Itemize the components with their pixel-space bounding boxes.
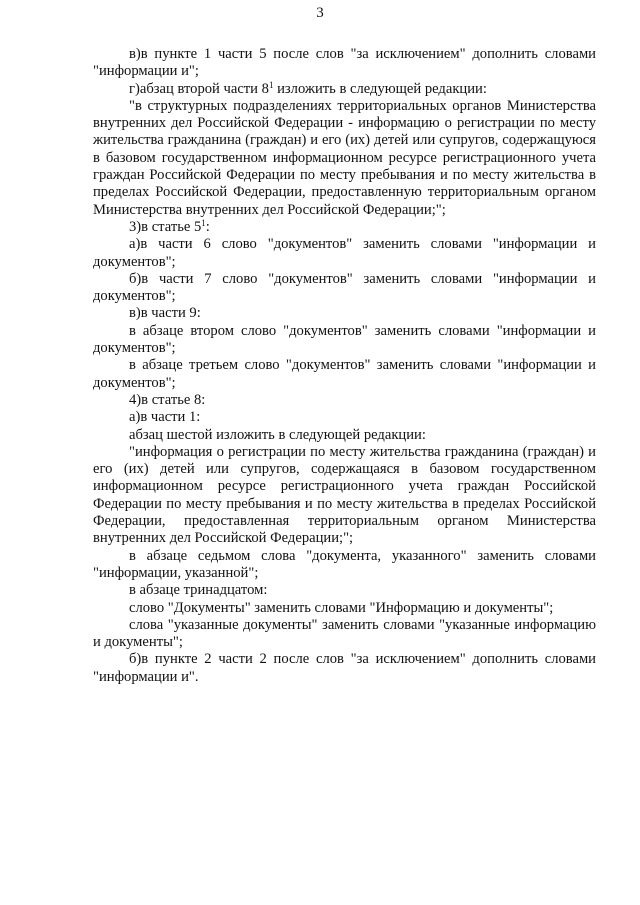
superscript: 1 xyxy=(268,79,274,90)
paragraph: б)в части 7 слово "документов" заменить словами "информации и документов"; xyxy=(93,270,596,305)
paragraph: в абзаце тринадцатом: xyxy=(129,582,268,599)
paragraph: а)в части 1: xyxy=(129,409,201,426)
document-body xyxy=(93,46,596,686)
paragraph: в)в части 9: xyxy=(129,305,201,322)
paragraph: слово "Документы" заменить словами "Информацию и документы"; xyxy=(129,599,554,616)
paragraph: б)в пункте 2 части 2 после слов "за исключением" дополнить словами "информации и". xyxy=(93,651,596,685)
paragraph: 3)в статье $5^1$: xyxy=(129,217,210,235)
paragraph: абзац шестой изложить в следующей редакции: xyxy=(129,426,426,443)
paragraph: в абзаце седьмом слова "документа, указанного" заменить словами "информации, указанной"; xyxy=(93,547,596,581)
paragraph: а)в части 6 слово "документов" заменить словами "информации и документов"; xyxy=(93,236,596,270)
page-number: 3 xyxy=(316,5,324,21)
superscript: 1 xyxy=(201,217,206,228)
paragraph: в)в пункте 1 части 5 после слов "за исключением" дополнить словами "информации и"; xyxy=(93,46,596,80)
paragraph: 4)в статье 8: xyxy=(129,391,206,408)
paragraph: в абзаце втором слово "документов" заменить словами "информации и документов"; xyxy=(93,322,596,357)
paragraph: г)абзац второй части $8^1$ изложить в следующей редакции: xyxy=(129,79,487,97)
paragraph: в абзаце третьем слово "документов" заменить словами "информации и документов"; xyxy=(93,357,596,391)
paragraph: "в структурных подразделениях территориальных органов Министерства внутренних дел Российской Федерации - информацию о регистрации по месту жительства гражданина (граждан) и его (их) детей или супругов, содержащуюся в базовом государственном информационном ресурсе регистрационного учета граждан Российской Федерации по месту пребывания и по месту жительства в пределах Российской Федерации, предоставленную территориальным органом Министерства внутренних дел Российской Федерации;"; xyxy=(93,97,596,218)
paragraph: слова "указанные документы" заменить словами "указанные информацию и документы"; xyxy=(93,616,596,651)
paragraph: "информация о регистрации по месту жительства гражданина (граждан) и его (их) детей или супругов, содержащаяся в базовом государственном информационном ресурсе регистрационного учета граждан Российской Федерации по месту пребывания и по месту жительства в пределах Российской Федерации, предоставленная территориальным органом Министерства внутренних дел Российской Федерации;"; xyxy=(93,443,596,547)
